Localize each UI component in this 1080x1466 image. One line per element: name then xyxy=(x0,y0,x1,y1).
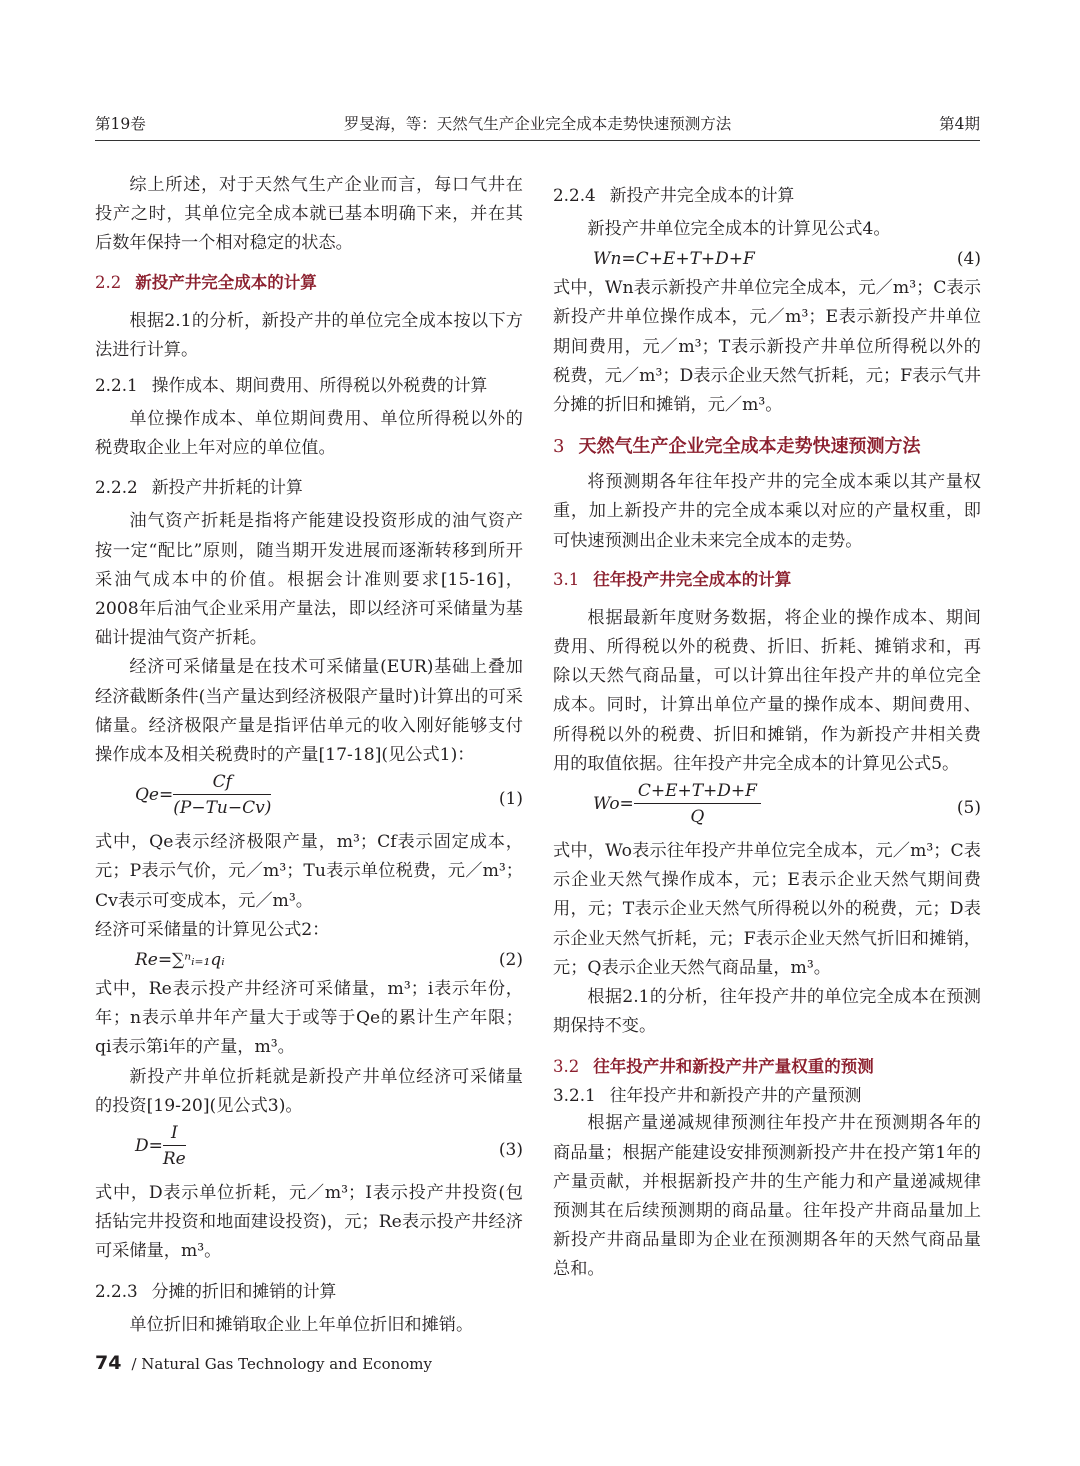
paragraph: 将预测期各年往年投产井的完全成本乘以其产量权重，加上新投产井的完全成本乘以对应的产量权重，即可快速预测出企业未来完全成本的走势。 xyxy=(553,472,981,551)
paragraph: 根据2.1的分析，新投产井的单位完全成本按以下方法进行计算。 xyxy=(95,310,523,360)
paragraph: 单位操作成本、单位期间费用、单位所得税以外的税费取企业上年对应的单位值。 xyxy=(95,409,523,459)
subsection-heading-2-2-1: 2.2.1 操作成本、期间费用、所得税以外税费的计算 xyxy=(95,375,488,396)
paragraph: 经济可采储量是在技术可采储量(EUR)基础上叠加经济截断条件(当产量达到经济极限产量时)计算出的可采储量。经济极限产量是指评估单元的收入刚好能够支付操作成本及相关税费时的产量[17-18](见公式1)： xyxy=(95,657,523,766)
paragraph: 综上所述，对于天然气生产企业而言，每口气井在投产之时，其单位完全成本就已基本明确下来，并在其后数年保持一个相对稳定的状态。 xyxy=(95,175,523,254)
formula-4: Wn=C+E+T+D+F (4) xyxy=(553,244,981,274)
paragraph: 单位折旧和摊销取企业上年单位折旧和摊销。 xyxy=(129,1314,474,1335)
section-heading-3: 3 天然气生产企业完全成本走势快速预测方法 xyxy=(553,436,921,458)
header-rule xyxy=(95,140,980,141)
page-footer xyxy=(95,1352,432,1374)
formula-number: (2) xyxy=(498,950,523,971)
formula-explanation: 式中，Re表示投产井经济可采储量，m³；i表示年份，年；n表示单井年产量大于或等于Qe的累计生产年限；qi表示第i年的产量，m³。 xyxy=(95,979,523,1058)
formula-1: Qe= $\frac{Cf}{(P-Tu-Cv)}$ (1) xyxy=(135,772,523,819)
formula-explanation: 式中，Wn表示新投产井单位完全成本，元／m³；C表示新投产井单位操作成本，元／m³；E表示新投产井单位期间费用，元／m³；T表示新投产井单位所得税以外的税费，元／m³；D表示企业天然气折耗，元；F表示气井分摊的折旧和摊销，元／m³。 xyxy=(553,278,981,416)
paragraph: 根据最新年度财务数据，将企业的操作成本、期间费用、所得税以外的税费、折旧、折耗、摊销求和，再除以天然气商品量，可以计算出往年投产井的单位完全成本。同时，计算出单位产量的操作成本、期间费用、所得税以外的税费、折旧和摊销，作为新投产井相关费用的取值依据。往年投产井完全成本的计算见公式5。 xyxy=(553,607,981,774)
formula-5: Wo= $\frac{C+E+T+D+F}{Q}$ (5) xyxy=(593,781,981,828)
formula-3: D= $\frac{I}{Re}$ (3) xyxy=(135,1123,523,1170)
formula-explanation: 式中，Qe表示经济极限产量，m³；Cf表示固定成本，元；P表示气价，元／m³；Tu表示单位税费，元／m³；Cv表示可变成本，元／m³。 xyxy=(95,832,523,911)
left-column xyxy=(95,171,523,1340)
running-title: 罗旻海，等：天然气生产企业完全成本走势快速预测方法 xyxy=(343,115,732,133)
paragraph: 经济可采储量的计算见公式2： xyxy=(95,919,330,940)
journal-name: / Natural Gas Technology and Economy xyxy=(131,1355,432,1373)
formula-explanation: 式中，D表示单位折耗，元／m³；I表示投产井投资(包括钻完井投资和地面建设投资)，元；Re表示投产井经济可采储量，m³。 xyxy=(95,1183,523,1262)
page-number: 74 xyxy=(95,1352,122,1374)
subsection-heading-2-2-3: 2.2.3 分摊的折旧和摊销的计算 xyxy=(95,1280,337,1301)
section-heading-2-2: 2.2 新投产井完全成本的计算 xyxy=(95,272,317,292)
paragraph: 根据2.1的分析，往年投产井的单位完全成本在预测期保持不变。 xyxy=(553,987,981,1037)
right-column xyxy=(553,181,981,1285)
subsection-heading-2-2-2: 2.2.2 新投产井折耗的计算 xyxy=(95,477,303,498)
section-heading-3-2: 3.2 往年投产井和新投产井产量权重的预测 xyxy=(553,1057,874,1077)
paragraph: 根据产量递减规律预测往年投产井在预测期各年的商品量；根据产能建设安排预测新投产井在投产第1年的产量贡献，并根据新投产井的生产能力和产量递减规律预测其在后续预测期的商品量。往年投产井商品量加上新投产井商品量即为企业在预测期各年的天然气商品量总和。 xyxy=(553,1113,981,1280)
formula-number: (4) xyxy=(956,249,981,270)
issue-label: 第4期 xyxy=(939,115,980,133)
subsection-heading-3-2-1: 3.2.1 往年投产井和新投产井的产量预测 xyxy=(553,1085,862,1106)
formula-number: (1) xyxy=(498,789,523,810)
paragraph: 油气资产折耗是指将产能建设投资形成的油气资产按一定“配比”原则，随当期开发进展而逐渐转移到所开采油气成本中的价值。根据会计准则要求[15-16]，2008年后油气企业采用产量法，即以经济可采储量为基础计提油气资产折耗。 xyxy=(95,511,523,649)
formula-number: (3) xyxy=(498,1140,523,1161)
volume-label: 第19卷 xyxy=(95,115,146,133)
paragraph: 新投产井单位完全成本的计算见公式4。 xyxy=(587,219,891,239)
formula-explanation: 式中，Wo表示往年投产井单位完全成本，元／m³；C表示企业天然气操作成本，元；E表示企业天然气期间费用，元；T表示企业天然气所得税以外的税费，元；D表示企业天然气折耗，元；F表示企业天然气折旧和摊销，元；Q表示企业天然气商品量，m³。 xyxy=(553,841,981,978)
paragraph: 新投产井单位折耗就是新投产井单位经济可采储量的投资[19-20](见公式3)。 xyxy=(95,1066,523,1116)
formula-number: (5) xyxy=(956,798,981,819)
section-heading-3-1: 3.1 往年投产井完全成本的计算 xyxy=(553,569,792,589)
formula-2: Re=∑ⁿᵢ₌₁qᵢ (2) xyxy=(95,945,523,975)
running-header xyxy=(95,112,980,140)
subsection-heading-2-2-4: 2.2.4 新投产井完全成本的计算 xyxy=(553,185,795,205)
